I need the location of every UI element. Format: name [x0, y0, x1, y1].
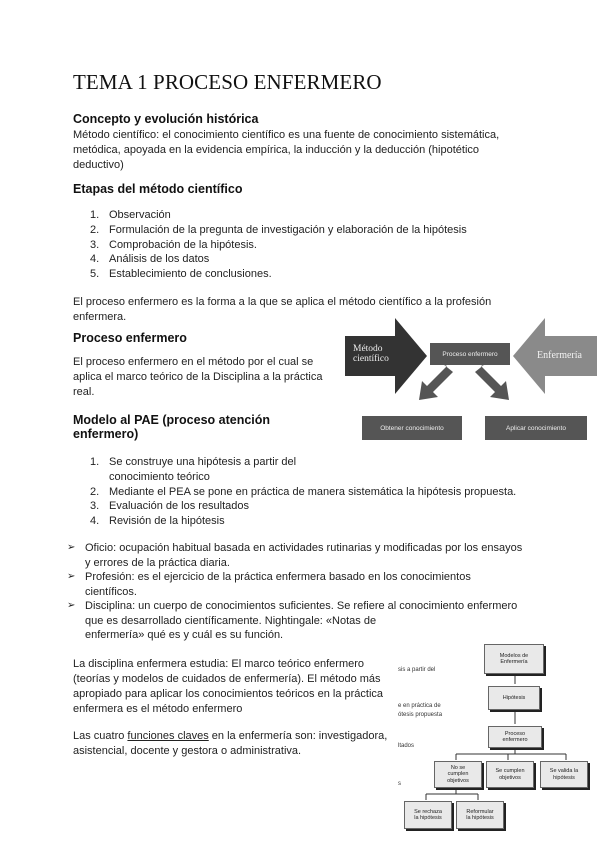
- text-line: metódica, apoyada en la evidencia empírica, la inducción y la deducción (hipotético: [73, 144, 480, 156]
- section-concepto: [73, 112, 543, 173]
- side-label: sis a partir del: [398, 667, 436, 673]
- text-line: El proceso enfermero en el método por el cual se: [73, 356, 314, 368]
- text-line: La disciplina enfermera estudia: El marco teórico enfermero: [73, 658, 365, 670]
- heading-etapas: Etapas del método científico: [73, 182, 243, 196]
- rechaza-box: Se rechaza la hipótesis: [404, 801, 452, 829]
- hipotesis-box: Hipótesis: [488, 686, 540, 710]
- down-left-arrow-shape: [419, 364, 453, 400]
- aplicar-box: Aplicar conocimiento: [485, 416, 587, 440]
- list-item: ➢ Disciplina: un cuerpo de conocimientos suficientes. Se refiere al conocimiento enfermero que es desarrollado científicamente. Nightingale: «Notas de enfermería» qué es y cuál es su función.: [67, 600, 518, 641]
- list-item: 3. Evaluación de los resultados: [90, 500, 250, 513]
- funciones-claves-link: funciones claves: [127, 730, 209, 742]
- heading-modelo: Modelo al PAE (proceso atención enfermero): [73, 413, 271, 441]
- se-cumplen-box: Se cumplen objetivos: [486, 761, 534, 788]
- text-line: aplica el marco teórico de la Disciplina a la práctica: [73, 371, 323, 383]
- side-label: s: [398, 781, 401, 787]
- metodo-label: Método científico: [353, 344, 389, 364]
- obtener-box: Obtener conocimiento: [362, 416, 462, 440]
- list-item: ➢ Profesión: es el ejercicio de la práctica enfermera basado en los conocimientos científicos.: [67, 571, 471, 598]
- list-item: 2. Formulación de la pregunta de investigación y elaboración de la hipótesis: [90, 223, 467, 236]
- side-label: e en práctica de: [398, 703, 441, 709]
- proceso-box: Proceso enfermero: [488, 726, 542, 748]
- text-line: real.: [73, 386, 95, 398]
- text-line: Las cuatro funciones claves en la enfermería son: investigadora,: [73, 730, 388, 742]
- text-line: Método científico: el conocimiento científico es una fuente de conocimiento sistemática,: [73, 129, 500, 141]
- arrow-bullet-icon: ➢: [67, 542, 76, 553]
- text-line: enfermera.: [73, 310, 127, 323]
- modelo-list: [73, 455, 553, 529]
- reformular-box: Reformular la hipótesis: [456, 801, 504, 829]
- side-label: ltados: [398, 743, 415, 749]
- side-label: ótesis propuesta: [398, 712, 443, 718]
- modelos-box: Modelos de Enfermería: [484, 644, 544, 674]
- page-title: TEMA 1 PROCESO ENFERMERO: [73, 70, 382, 94]
- arrow-bullet-icon: ➢: [67, 600, 76, 611]
- text-line: asistencial, docente y gestora o administrativa.: [73, 745, 302, 757]
- diagram-pae-flow: [398, 640, 594, 840]
- arrow-bullet-icon: ➢: [67, 571, 76, 582]
- heading-proceso: Proceso enfermero: [73, 331, 187, 345]
- text-line: enfermera es el método enfermero: [73, 703, 243, 715]
- section-disciplina: [73, 657, 398, 759]
- section-etapas: [73, 182, 553, 325]
- list-item: 5. Establecimiento de conclusiones.: [90, 268, 272, 281]
- enfermeria-label: Enfermería: [537, 350, 582, 361]
- valida-box: Se valida la hipótesis: [540, 761, 588, 788]
- list-item: 3. Comprobación de la hipótesis.: [90, 238, 257, 251]
- text-line: deductivo): [73, 159, 124, 171]
- etapas-list: [73, 208, 553, 282]
- list-item: 4. Revisión de la hipótesis: [90, 515, 225, 528]
- no-cumplen-box: No se cumplen objetivos: [434, 761, 482, 788]
- center-box: Proceso enfermero: [430, 343, 510, 365]
- section-proceso: [73, 331, 335, 400]
- list-item: 2. Mediante el PEA se pone en práctica de manera sistemática la hipótesis propuesta.: [90, 485, 517, 498]
- list-item: 4. Análisis de los datos: [90, 253, 210, 266]
- list-item: 1. Se construye una hipótesis a partir del conocimiento teórico: [90, 456, 297, 483]
- list-item: ➢ Oficio: ocupación habitual basada en actividades rutinarias y modificadas por los ensayos y errores de la práctica diaria.: [67, 542, 523, 569]
- text-line: apropiado para aplicar los conocimientos teóricos en la práctica: [73, 688, 384, 700]
- text-line: El proceso enfermero es la forma a la que se aplica el método científico a la profesión: [73, 295, 492, 308]
- diagram-proceso-enfermero: [345, 318, 597, 444]
- down-right-arrow-shape: [475, 364, 509, 400]
- heading-concepto: Concepto y evolución histórica: [73, 112, 259, 126]
- text-line: (teorías y modelos de cuidados de enfermería). El método más: [73, 673, 381, 685]
- section-bullets: [67, 541, 547, 643]
- list-item: 1. Observación: [90, 209, 171, 221]
